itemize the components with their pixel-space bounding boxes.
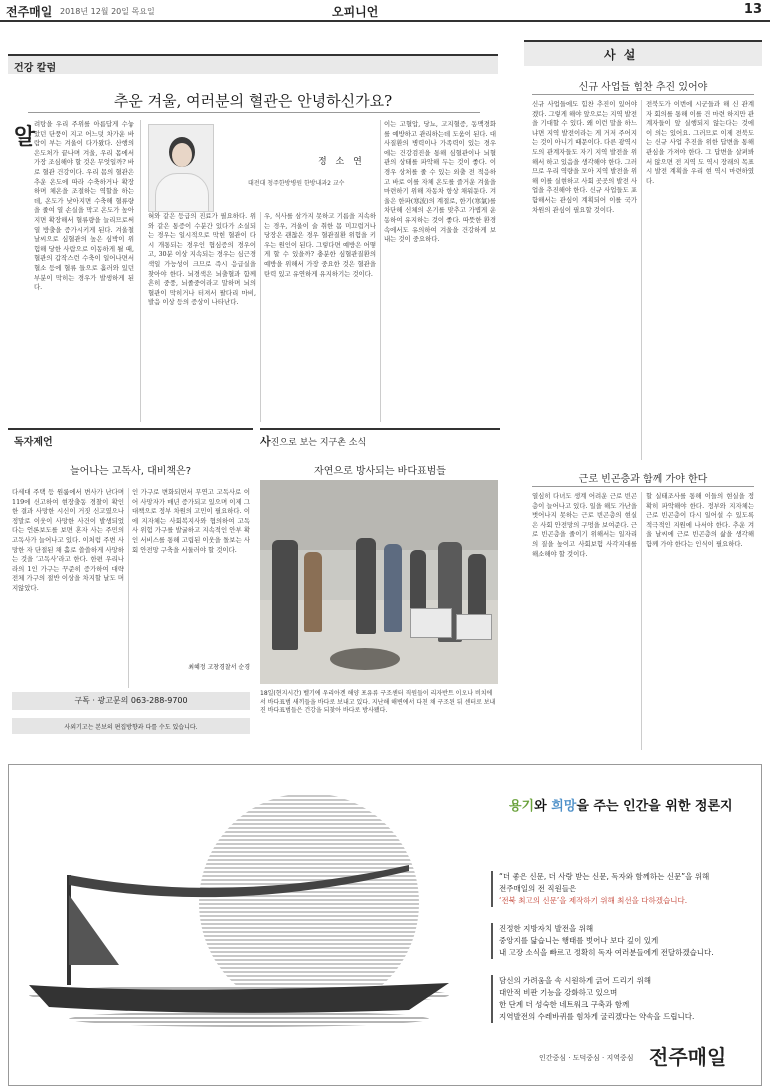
editorial-tab xyxy=(524,42,762,66)
ad-line: 담신의 가려움을 속 시원하게 긁어 드리기 위해 xyxy=(499,976,651,985)
ad-line: 중앙지를 닮습니는 행태를 벗어나 보다 깊이 있게 xyxy=(499,936,659,945)
author-shoulders xyxy=(155,173,209,212)
house-advertisement xyxy=(8,764,762,1086)
column-divider xyxy=(380,120,381,422)
ad-line: 대안적 비판 기능을 강화하고 있으며 xyxy=(499,988,618,997)
person-figure xyxy=(304,552,322,632)
page-number: 13 xyxy=(743,2,762,17)
reader-tab: 독자제언 xyxy=(8,428,253,446)
seal xyxy=(330,648,400,670)
ad-title xyxy=(509,795,733,814)
quote-bar xyxy=(491,975,493,1023)
author-photo xyxy=(148,124,214,212)
ad-paragraph-3 xyxy=(499,975,759,1023)
reader-column-2: 인 가구로 변화되면서 무연고 고독사로 이어 사망자가 매년 증가되고 있으며 이제 그 대책으로 정부 차원의 고민이 필요하다. 이에 지자체는 사회복지사와 협의하여 고독사 위험 가구를 발굴하고 지속적인 안부 확인 서비스를 통해 고립된 이웃을 돌보는 사회 안전망 구축을 서둘러야 할 것이다. xyxy=(132,488,250,554)
photo-news-tab xyxy=(260,428,500,446)
photo-caption: 18일(현지시간) 벨기에 우리아겐 해양 포유류 구조센터 직원들이 리자반트 이오나 비치에서 바다표범 새끼들을 바다로 보내고 있다. 지난해 해변에서 다친 채 구조된 뒤 센터로 보내진 바다표범들은 건강을 되찾아 바다로 방사됐다. xyxy=(260,690,496,714)
transport-cage xyxy=(456,614,492,640)
photo-news-tab-label: 진으로 보는 xyxy=(270,438,317,448)
masthead xyxy=(0,0,770,22)
ad-line: “더 좋은 신문, 더 사랑 받는 신문, 독자와 함께하는 신문”을 위해 xyxy=(499,872,710,881)
editorial-1-column-2: 전북도가 이번에 시군들과 해 신 관계자 회의를 통해 이를 건 마련 하지만 관계자들이 앞 실행되지 않는다는 것에 이 의는 있어요. 그러므로 이제 전북도는 신규 사업 추진을 위한 답변을 통해 관심을 가져야 한다. 그 답변을 살펴봐서 않으면 전 지역 도 역시 장래의 목표 시 발전 계획을 우리 현 역시 마련하였다. xyxy=(646,100,754,185)
editorial-rule xyxy=(532,486,754,487)
author-face xyxy=(172,143,192,167)
editorial-2-column-1: 열심히 다녀도 생계 어려운 근로 빈곤층이 늘어나고 있다. 일을 해도 가난을 벗어나지 못하는 근로 빈곤층의 현실은 사회 안전망의 구멍을 보여준다. 근로 빈곤층을 줄이기 위해서는 일자리의 질을 높이고 사회보험 사각지대를 해소해야 할 것이다. xyxy=(532,492,637,558)
health-dropcap: 알 xyxy=(14,124,36,150)
ad-paragraph-2 xyxy=(499,923,759,959)
contact-box: 구독 · 광고문의 063-288-9700 xyxy=(12,692,250,710)
paper-name: 전주매일 xyxy=(6,5,53,19)
column-divider xyxy=(140,120,141,422)
health-headline: 추운 겨울, 여러분의 혈관은 안녕하신가요? xyxy=(113,92,393,110)
ad-title-rest: 을 주는 인간을 위한 정론지 xyxy=(576,799,733,814)
issue-date: 2018년 12월 20일 목요일 xyxy=(60,7,155,16)
photo-sky xyxy=(260,480,498,550)
health-column-4: 이는 고혈압, 당뇨, 고지혈증, 동맥경화를 예방하고 관리하는데 도움이 된다. 대사질환의 병력이나 가족력이 있는 경우에는 건강검진을 통해 심혈관이나 뇌혈관의 상태를 파악해 두는 것이 좋다. 이 경우 상처를 줄 수 있는 외출 전 적응하고 바로 이를 자체 온도를 즐거운 겨울을 마련하기 위해 자동차 항상 채워둔다. 겨울은 한파(寒波)의 계절로, 한기(寒氣)를 차단해 신체의 온기를 맞추고 가볍게 운동하여 유지하는 것이 좋다. 따뜻한 환경 속에서도 유의하여 겨울을 건강하게 보내는 것이 중요하다. xyxy=(384,120,496,244)
reader-headline: 늘어나는 고독사, 대비책은? xyxy=(69,466,192,477)
reader-column-1: 다세대 주택 등 원룸에서 변사가 난다며 119에 신고하여 현장출동 경찰이 확인한 결과 사망한 시신이 거짓 신고였으나 정말로 이웃이 사망한 사건이 발생되었다는 언론보도를 보면 혼자 사는 주민의 고독사가 늘어나고 있다. 이처럼 주변 사망한 자 단절된 채 홀로 쓸쓸하게 사망하는 것을 ‘고독사’라고 한다. 한편 우리나라의 1인 가구는 꾸준히 증가하여 대략 전체 가구의 절반 이상을 차지할 날도 머지않았다. xyxy=(12,488,124,592)
editorial-1-column-1: 신규 사업들에도 힘찬 추진이 있어야겠다. 그렇게 해야 앞으로는 지역 발전을 기대할 수 있다. 왜 이런 말을 하느냐면 지역 발전이라는 게 거저 주어지는 것이 아니기 때문이다. 다른 광역시도의 관계자들도 자기 지역 발전을 위해서 하고 있음을 생각해야 한다. 그러므로 우리 역량을 모아 지역 발전을 위해 이를 실현하고 사회 곳곳의 발전 사업을 추진해야 한다. 신규 사업들도 포함해서는 관심이 계획되어 이를 국가 차원의 관심이 필요할 것이다. xyxy=(532,100,637,214)
photo-news-headline: 자연으로 방사되는 바다표범들 xyxy=(314,466,446,477)
quote-bar xyxy=(491,871,493,907)
transport-cage xyxy=(410,608,452,638)
author-name: 정 소 연 xyxy=(318,157,365,167)
photo-news-tab-initial: 사 xyxy=(260,435,271,448)
disclaimer-box: 사외기고는 본보의 편집방향과 다를 수도 있습니다. xyxy=(12,718,250,734)
column-divider xyxy=(641,100,642,460)
reader-writer: 최혜정 고창경찰서 순경 xyxy=(188,664,250,671)
editorial-2-column-2: 할 실태조사를 통해 이들의 현실을 정확히 파악해야 한다. 정부와 지자체는 근로 빈곤층이 다시 일어설 수 있도록 적극적인 지원에 나서야 한다. 추운 겨울 날씨에 근로 빈곤층의 삶을 생각해 함께 가야 한다는 인식이 필요하다. xyxy=(646,492,754,548)
editorial-tab-label: 사 설 xyxy=(604,48,638,62)
ad-title-and: 와 xyxy=(534,799,552,814)
person-figure xyxy=(384,544,402,632)
ad-slogan: 인간중심 · 도덕중심 · 지역중심 xyxy=(539,1054,634,1062)
ad-logo: 전주매일 xyxy=(649,1045,727,1069)
ad-line: 지역발전의 수레바퀴를 힘차게 굴리겠다는 약속을 드립니다. xyxy=(499,1012,695,1021)
photo-news xyxy=(260,428,500,748)
sailboat-illustration xyxy=(29,835,469,1025)
editorial xyxy=(524,40,762,750)
section-title: 오피니언 xyxy=(332,5,379,19)
photo-news-tab-topic: 지구촌 소식 xyxy=(319,438,367,448)
ad-line: 한 단계 더 성숙한 네트워크 구축과 함께 xyxy=(499,1000,630,1009)
ad-line: ‘전북 최고의 신문’을 제작하기 위해 최선을 다하겠습니다. xyxy=(499,896,688,905)
person-figure xyxy=(272,540,298,650)
health-column-2: 혀와 같은 등급의 진료가 필요하다. 위와 같은 통증이 수분간 있다가 소실되는 경우는 일시적으로 막힌 혈관이 다시 개통되는 경우인 협심증의 경우이고, 30분 이상 지속되는 경우는 심근경색일 가능성이 크므로 즉시 응급실을 찾아야 한다. 뇌경색은 뇌출혈과 함께 흔히 중풍, 뇌졸중이라고 말하며 뇌의 혈관이 막히거나 터져서 팔다리 마비, 발음 이상 등의 증상이 나타난다. xyxy=(148,212,256,307)
column-divider xyxy=(260,212,261,422)
quote-bar xyxy=(491,923,493,959)
person-figure xyxy=(356,538,376,634)
ad-title-hope: 희망 xyxy=(551,799,577,814)
ad-line: 전주매일의 전 직원들은 xyxy=(499,884,577,893)
column-divider xyxy=(128,488,129,688)
editorial-headline-2: 근로 빈곤층과 함께 가야 한다 xyxy=(578,474,708,485)
reader-column xyxy=(8,428,253,748)
ad-title-courage: 용기 xyxy=(509,799,535,814)
author-affiliation: 대전대 청주한방병원 한방내과2 교수 xyxy=(248,180,345,187)
ad-line: 내 고장 소식을 빠르고 정확히 독자 여러분들에게 전달하겠습니다. xyxy=(499,948,714,957)
ad-paragraph-1 xyxy=(499,871,759,907)
ad-line: 진정한 지방자치 발전을 위해 xyxy=(499,924,594,933)
health-column xyxy=(8,54,498,424)
column-divider xyxy=(641,492,642,750)
health-column-1: 려탕을 우리 주위를 아름답게 수놓았던 단풍이 지고 어느덧 차가운 바람이 부는 겨울이 다가왔다. 산행의 은도처가 끝나며 겨울, 우리 몸에서 가장 조심해야 할 것은 무엇일까? 바로 혈관 건강이다. 우리 몸의 혈관은 추운 온도에 따라 수축하거나 확장하며 체온을 조절하는 역할을 하는데, 온도가 낮아지면 수축해 혈류량을 줄여 열 손실을 막고 온도가 높아지면 확장해서 혈류량을 늘리므로써 열 방출을 증가시키게 된다. 겨울철 날씨으로 심혈관의 높은 심박이 위험해 당한 사람으로 이동하게 될 때, 혈관의 갑작스런 수축이 일어나면서 혈소 등에 혈류 들으로 흘러와 있던 부분이 막히는 경우가 발생하게 된다. xyxy=(34,120,134,292)
editorial-headline-1: 신규 사업들 힘찬 추진 있어야 xyxy=(578,82,708,93)
health-rule xyxy=(28,112,480,113)
seal-release-photo xyxy=(260,480,498,684)
editorial-rule xyxy=(532,94,754,95)
health-tab: 건강 칼럼 xyxy=(8,54,498,74)
health-column-3: 우, 식사를 삼가지 못하고 기름을 지속하는 경우, 겨울이 술 취한 몸 미끄럽거나 당장은 괜찮은 경우 혈관질환 위험을 키우는 원인이 된다. 그렇다면 예방은 어떻게 할 수 있을까? 충분한 심혈관질환의 예방을 위해서 가장 중요한 것은 혈관을 탄력 있고 유연하게 유지하기는 것이다. xyxy=(264,212,376,278)
